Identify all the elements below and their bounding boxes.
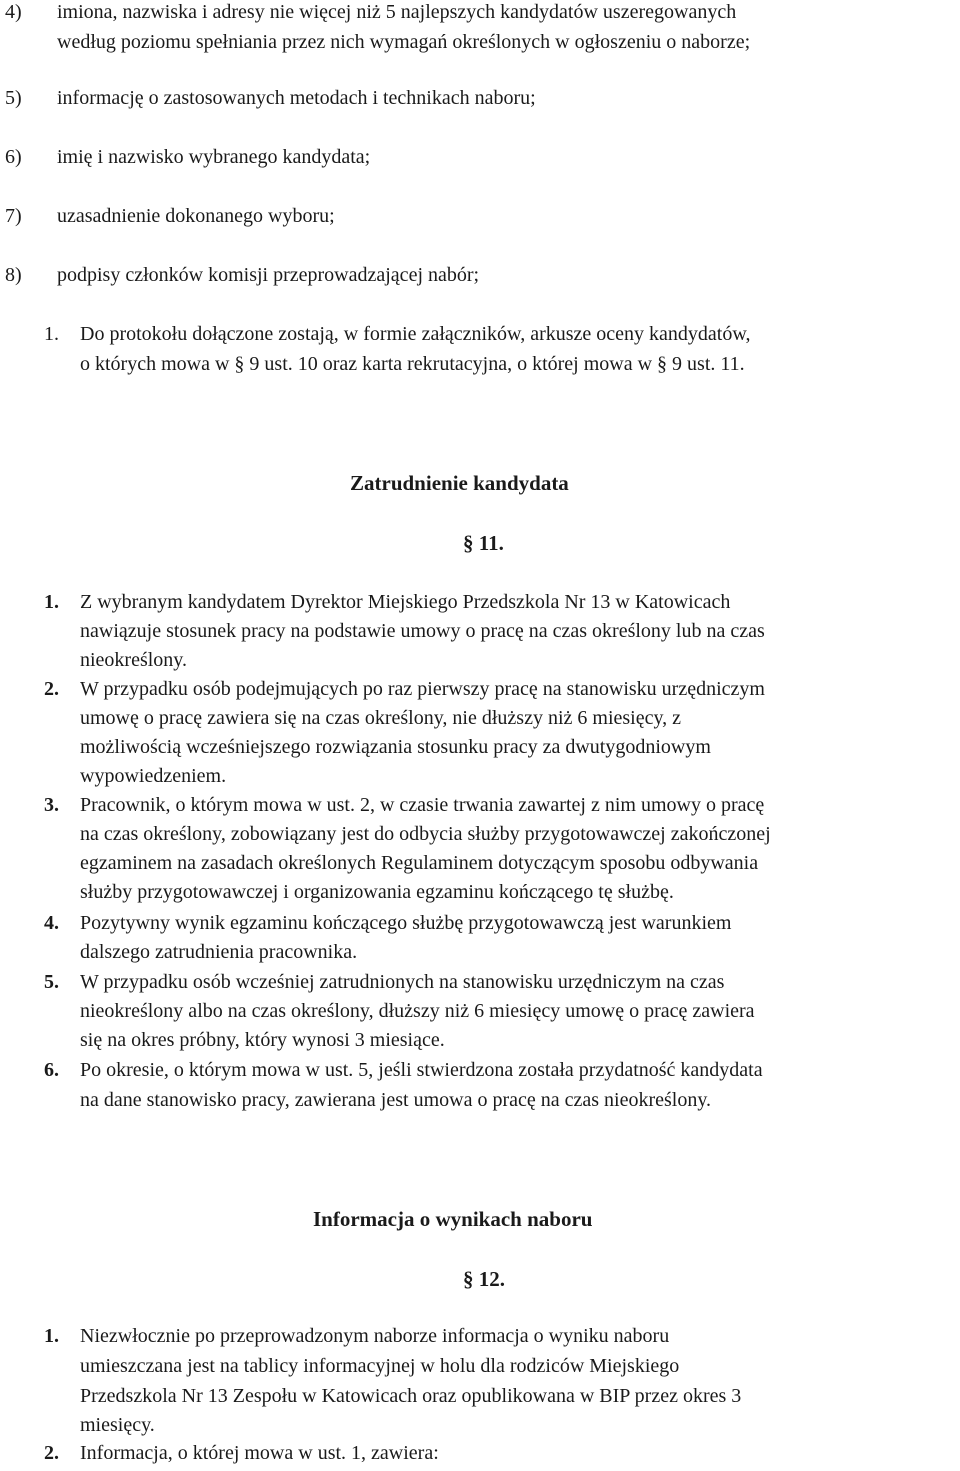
item-text: Niezwłocznie po przeprowadzonym naborze informacja o wyniku naboru [80, 1325, 670, 1347]
item-text: na czas określony, zobowiązany jest do odbycia służby przygotowawczej zakończonej [80, 823, 771, 845]
item-label: 3. [44, 794, 59, 816]
section-heading: Informacja o wynikach naboru [313, 1207, 593, 1231]
list-label: 4) [5, 1, 22, 23]
item-text: nieokreślony albo na czas określony, dłuższy niż 6 miesięcy umowę o pracę zawiera [80, 1000, 755, 1022]
list-item-text: imię i nazwisko wybranego kandydata; [57, 146, 371, 168]
list-item-text: informację o zastosowanych metodach i technikach naboru; [57, 87, 536, 109]
item-text: umowę o pracę zawiera się na czas określony, nie dłuższy niż 6 miesięcy, z [80, 707, 682, 729]
item-text: miesięcy. [80, 1414, 155, 1436]
list-label: 7) [5, 205, 22, 227]
item-text: egzaminem na zasadach określonych Regulaminem dotyczącym sposobu odbywania [80, 852, 759, 874]
list-item-text: imiona, nazwiska i adresy nie więcej niż 5 najlepszych kandydatów uszeregowanych [57, 1, 737, 23]
item-label: 6. [44, 1059, 59, 1081]
item-text: Informacja, o której mowa w ust. 1, zawiera: [80, 1442, 439, 1464]
list-label: 6) [5, 146, 22, 168]
item-label: 2. [44, 678, 59, 700]
item-text: nawiązuje stosunek pracy na podstawie umowy o pracę na czas określony lub na czas [80, 620, 765, 642]
item-label: 4. [44, 912, 59, 934]
item-text: możliwością wcześniejszego rozwiązania stosunku pracy za dwutygodniowym [80, 736, 711, 758]
item-text: Z wybranym kandydatem Dyrektor Miejskiego Przedszkola Nr 13 w Katowicach [80, 591, 731, 613]
list-label: 8) [5, 264, 22, 286]
item-text: nieokreślony. [80, 649, 188, 671]
item-label: 2. [44, 1442, 59, 1464]
item-text: wypowiedzeniem. [80, 765, 227, 787]
attach-text: Do protokołu dołączone zostają, w formie załączników, arkusze oceny kandydatów, [80, 323, 751, 345]
list-label: 5) [5, 87, 22, 109]
paragraph-number: § 11. [463, 531, 504, 555]
item-label: 5. [44, 971, 59, 993]
item-text: Po okresie, o którym mowa w ust. 5, jeśli stwierdzona została przydatność kandydata [80, 1059, 763, 1081]
attach-label: 1. [44, 323, 59, 345]
item-label: 1. [44, 591, 59, 613]
item-text: W przypadku osób wcześniej zatrudnionych na stanowisku urzędniczym na czas [80, 971, 725, 993]
item-text: W przypadku osób podejmujących po raz pierwszy pracę na stanowisku urzędniczym [80, 678, 765, 700]
item-text: na dane stanowisko pracy, zawierana jest umowa o pracę na czas nieokreślony. [80, 1089, 712, 1111]
item-text: Przedszkola Nr 13 Zespołu w Katowicach oraz opublikowana w BIP przez okres 3 [80, 1385, 742, 1407]
item-text: dalszego zatrudnienia pracownika. [80, 941, 358, 963]
item-text: służby przygotowawczej i organizowania egzaminu kończącego tę służbę. [80, 881, 674, 903]
paragraph-number: § 12. [463, 1267, 505, 1291]
item-text: umieszczana jest na tablicy informacyjnej w holu dla rodziców Miejskiego [80, 1355, 680, 1377]
item-text: Pracownik, o którym mowa w ust. 2, w czasie trwania zawartej z nim umowy o pracę [80, 794, 765, 816]
list-item-text: według poziomu spełniania przez nich wymagań określonych w ogłoszeniu o naborze; [57, 31, 751, 53]
item-text: Pozytywny wynik egzaminu kończącego służbę przygotowawczą jest warunkiem [80, 912, 732, 934]
section-heading: Zatrudnienie kandydata [350, 471, 569, 495]
item-label: 1. [44, 1325, 59, 1347]
attach-text: o których mowa w § 9 ust. 10 oraz karta rekrutacyjna, o której mowa w § 9 ust. 11. [80, 353, 745, 375]
item-text: się na okres próbny, który wynosi 3 miesiące. [80, 1029, 445, 1051]
list-item-text: uzasadnienie dokonanego wyboru; [57, 205, 335, 227]
list-item-text: podpisy członków komisji przeprowadzającej nabór; [57, 264, 480, 286]
